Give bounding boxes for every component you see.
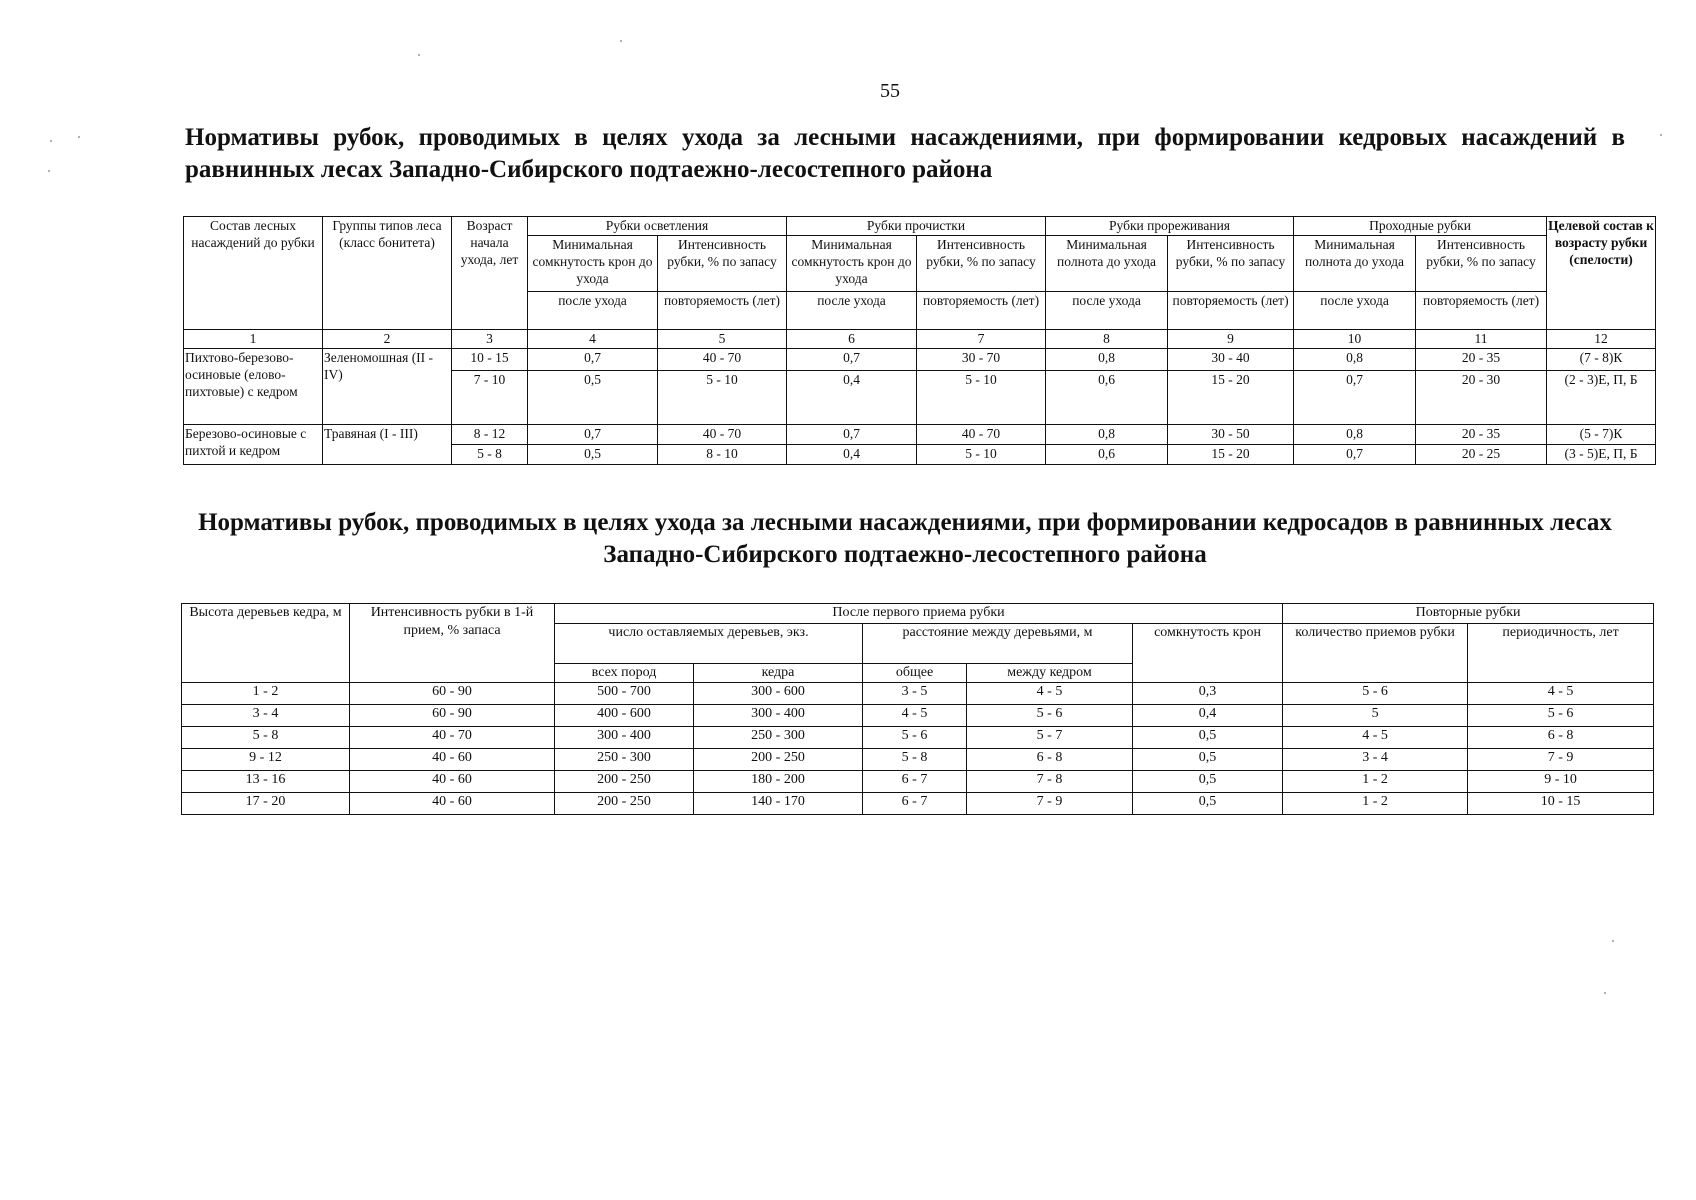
cell-value: (7 - 8)К	[1547, 349, 1656, 371]
cell-value: 20 - 25	[1416, 445, 1547, 465]
cell-value: 5 - 10	[658, 371, 787, 425]
cell-value: 0,3	[1133, 683, 1283, 705]
cell-value: 0,4	[787, 445, 917, 465]
header-after-care: после ухода	[1046, 292, 1168, 310]
cell-value: 200 - 250	[694, 749, 863, 771]
cell-value: 20 - 35	[1416, 349, 1547, 371]
cell-value: 4 - 5	[967, 683, 1133, 705]
header-group-passing: Проходные рубки	[1294, 217, 1547, 236]
cell-value: 5 - 8	[452, 445, 528, 465]
header-periodicity: периодичность, лет	[1468, 624, 1654, 683]
cell-value: 0,4	[787, 371, 917, 425]
cell-value: 0,8	[1046, 349, 1168, 371]
cell-value: 0,5	[528, 371, 658, 425]
cell-value: 30 - 50	[1168, 425, 1294, 445]
cell-value: 4 - 5	[863, 705, 967, 727]
scan-speck	[620, 40, 622, 42]
cell-value: 40 - 60	[350, 793, 555, 815]
cell-value: 0,7	[787, 425, 917, 445]
header-min-closure: Минимальная сомкнутость крон до ухода	[528, 236, 658, 292]
column-number: 5	[658, 330, 787, 349]
header-forest-types: Группы типов леса (класс бонитета)	[323, 217, 452, 330]
cell-value: 40 - 70	[658, 425, 787, 445]
column-number: 4	[528, 330, 658, 349]
cell-value: 30 - 70	[917, 349, 1046, 371]
cell-value: 40 - 60	[350, 749, 555, 771]
table-row	[182, 683, 1654, 705]
table-row	[182, 727, 1654, 749]
cell-value: 15 - 20	[1168, 371, 1294, 425]
cell-value: 4 - 5	[1283, 727, 1468, 749]
cell-value: 6 - 8	[1468, 727, 1654, 749]
cell-value: 15 - 20	[1168, 445, 1294, 465]
cell-value: 7 - 10	[452, 371, 528, 425]
header-intensity: Интенсивность рубки в 1-й прием, % запаса	[350, 604, 555, 683]
cell-value: 0,5	[1133, 727, 1283, 749]
table-row	[184, 349, 1656, 371]
cell-value: 5 - 7	[967, 727, 1133, 749]
cell-value: 8 - 10	[658, 445, 787, 465]
cell-value: 5 - 6	[863, 727, 967, 749]
cell-value: 0,5	[528, 445, 658, 465]
cell-value: 0,8	[1046, 425, 1168, 445]
table-row	[182, 793, 1654, 815]
cell-value: 500 - 700	[555, 683, 694, 705]
header-group-thinning: Рубки прореживания	[1046, 217, 1294, 236]
table-row	[182, 771, 1654, 793]
cell-value: 5 - 6	[967, 705, 1133, 727]
cell-value: 5 - 8	[182, 727, 350, 749]
header-repeat: повторяемость (лет)	[1168, 292, 1294, 310]
cell-value: 7 - 8	[967, 771, 1133, 793]
header-repeat: Повторные рубки	[1283, 604, 1654, 624]
cell-value: 1 - 2	[182, 683, 350, 705]
scan-speck	[78, 136, 80, 138]
scan-speck	[1660, 134, 1662, 136]
cell-value: 300 - 400	[555, 727, 694, 749]
header-after-care: после ухода	[787, 292, 917, 310]
cell-value: 20 - 30	[1416, 371, 1547, 425]
header-repeat: повторяемость (лет)	[917, 292, 1046, 310]
cell-value: 0,7	[1294, 371, 1416, 425]
cedar-stands-norms-table	[183, 216, 1656, 465]
cell-value: 200 - 250	[555, 793, 694, 815]
cell-value: 40 - 70	[917, 425, 1046, 445]
header-height: Высота деревьев кедра, м	[182, 604, 350, 683]
header-age: Возраст начала ухода, лет	[452, 217, 528, 330]
cell-value: 3 - 4	[1283, 749, 1468, 771]
table-row	[182, 705, 1654, 727]
cell-value: 300 - 400	[694, 705, 863, 727]
header-intensity: Интенсивность рубки, % по запасу	[917, 236, 1046, 292]
header-target: Целевой состав к возрасту рубки (спелости)	[1547, 217, 1656, 330]
cell-value: 3 - 4	[182, 705, 350, 727]
header-count: количество приемов рубки	[1283, 624, 1468, 683]
column-number: 2	[323, 330, 452, 349]
cell-value: 6 - 7	[863, 771, 967, 793]
cell-value: 10 - 15	[1468, 793, 1654, 815]
header-cedar: кедра	[694, 664, 863, 683]
cedar-gardens-norms-table	[181, 603, 1654, 815]
cell-value: 5 - 6	[1283, 683, 1468, 705]
header-all-species: всех пород	[555, 664, 694, 683]
header-intensity: Интенсивность рубки, % по запасу	[1168, 236, 1294, 292]
cell-value: 0,7	[528, 349, 658, 371]
cell-value: 0,6	[1046, 371, 1168, 425]
header-distance: расстояние между деревьями, м	[863, 624, 1133, 664]
cell-value: 0,4	[1133, 705, 1283, 727]
cell-value: 0,5	[1133, 793, 1283, 815]
scan-speck	[1604, 992, 1606, 994]
cell-forest-type: Зеленомошная (II - IV)	[323, 349, 452, 425]
cell-value: 4 - 5	[1468, 683, 1654, 705]
cell-value: 250 - 300	[694, 727, 863, 749]
cell-value: 5 - 10	[917, 445, 1046, 465]
table-row	[184, 445, 1656, 465]
table1-title: Нормативы рубок, проводимых в целях ухода за лесными насаждениями, при формировании кедровых насаждений в равнинных лесах Западно-Сибирского подтаежно-лесостепного района	[185, 124, 1625, 183]
header-min-closure: Минимальная сомкнутость крон до ухода	[787, 236, 917, 292]
cell-value: 200 - 250	[555, 771, 694, 793]
cell-value: 6 - 7	[863, 793, 967, 815]
cell-value: 3 - 5	[863, 683, 967, 705]
cell-forest-type: Травяная (I - III)	[323, 425, 452, 445]
cell-value: 30 - 40	[1168, 349, 1294, 371]
table2-title: Нормативы рубок, проводимых в целях ухода за лесными насаждениями, при формировании кедросадов в равнинных лесах Западно-Сибирского подтаежно-лесостепного района	[198, 509, 1612, 568]
table-row	[182, 749, 1654, 771]
scan-speck	[50, 140, 52, 142]
cell-value: 0,8	[1294, 349, 1416, 371]
cell-value: 300 - 600	[694, 683, 863, 705]
cell-value: 0,7	[787, 349, 917, 371]
column-number: 11	[1416, 330, 1547, 349]
cell-value: 6 - 8	[967, 749, 1133, 771]
cell-value: 5 - 10	[917, 371, 1046, 425]
cell-value: 250 - 300	[555, 749, 694, 771]
column-number: 8	[1046, 330, 1168, 349]
cell-composition: Пихтово-березово-осиновые (елово-пихтовые) с кедром	[184, 349, 323, 425]
header-closure: сомкнутость крон	[1133, 624, 1283, 683]
header-group-lightening: Рубки осветления	[528, 217, 787, 236]
cell-value: 17 - 20	[182, 793, 350, 815]
cell-value: 180 - 200	[694, 771, 863, 793]
cell-value: 5 - 8	[863, 749, 967, 771]
cell-value: (2 - 3)Е, П, Б	[1547, 371, 1656, 425]
cell-value: 8 - 12	[452, 425, 528, 445]
header-min-density: Минимальная полнота до ухода	[1046, 236, 1168, 292]
header-repeat: повторяемость (лет)	[658, 292, 787, 310]
cell-value: 7 - 9	[1468, 749, 1654, 771]
cell-value: 0,7	[1294, 445, 1416, 465]
cell-composition: Березово-осиновые с пихтой и кедром	[184, 425, 323, 465]
cell-value: 0,5	[1133, 771, 1283, 793]
header-between-cedar: между кедром	[967, 664, 1133, 683]
column-number: 3	[452, 330, 528, 349]
cell-value: 1 - 2	[1283, 793, 1468, 815]
cell-value: 10 - 15	[452, 349, 528, 371]
cell-value: 40 - 70	[658, 349, 787, 371]
page-number: 55	[880, 80, 900, 102]
cell-value: 5 - 6	[1468, 705, 1654, 727]
scan-speck	[1612, 940, 1614, 942]
header-intensity: Интенсивность рубки, % по запасу	[658, 236, 787, 292]
cell-value: 9 - 10	[1468, 771, 1654, 793]
cell-value: 40 - 60	[350, 771, 555, 793]
cell-value: 400 - 600	[555, 705, 694, 727]
cell-value: 5	[1283, 705, 1468, 727]
header-composition: Состав лесных насаждений до рубки	[184, 217, 323, 330]
cell-value: 20 - 35	[1416, 425, 1547, 445]
cell-value: 0,5	[1133, 749, 1283, 771]
scan-speck	[48, 170, 50, 172]
cell-value: 13 - 16	[182, 771, 350, 793]
header-intensity: Интенсивность рубки, % по запасу	[1416, 236, 1547, 292]
cell-value: 140 - 170	[694, 793, 863, 815]
header-min-density: Минимальная полнота до ухода	[1294, 236, 1416, 292]
header-after-care: после ухода	[1294, 292, 1416, 310]
header-after-first: После первого приема рубки	[555, 604, 1283, 624]
cell-value: 60 - 90	[350, 705, 555, 727]
header-repeat: повторяемость (лет)	[1416, 292, 1547, 310]
column-number: 10	[1294, 330, 1416, 349]
header-group-cleaning: Рубки прочистки	[787, 217, 1046, 236]
cell-value: 60 - 90	[350, 683, 555, 705]
cell-value: 1 - 2	[1283, 771, 1468, 793]
cell-value: 40 - 70	[350, 727, 555, 749]
header-after-care: после ухода	[528, 292, 658, 310]
cell-value: 7 - 9	[967, 793, 1133, 815]
table-row	[184, 425, 1656, 445]
column-number: 6	[787, 330, 917, 349]
column-number: 7	[917, 330, 1046, 349]
header-total: общее	[863, 664, 967, 683]
cell-value: (5 - 7)К	[1547, 425, 1656, 445]
cell-value: 0,6	[1046, 445, 1168, 465]
column-numbers-row	[184, 330, 1656, 349]
cell-value: (3 - 5)Е, П, Б	[1547, 445, 1656, 465]
cell-value: 0,8	[1294, 425, 1416, 445]
column-number: 9	[1168, 330, 1294, 349]
column-number: 1	[184, 330, 323, 349]
header-trees-left: число оставляемых деревьев, экз.	[555, 624, 863, 664]
column-number: 12	[1547, 330, 1656, 349]
cell-value: 9 - 12	[182, 749, 350, 771]
scan-speck	[418, 54, 420, 56]
cell-value: 0,7	[528, 425, 658, 445]
